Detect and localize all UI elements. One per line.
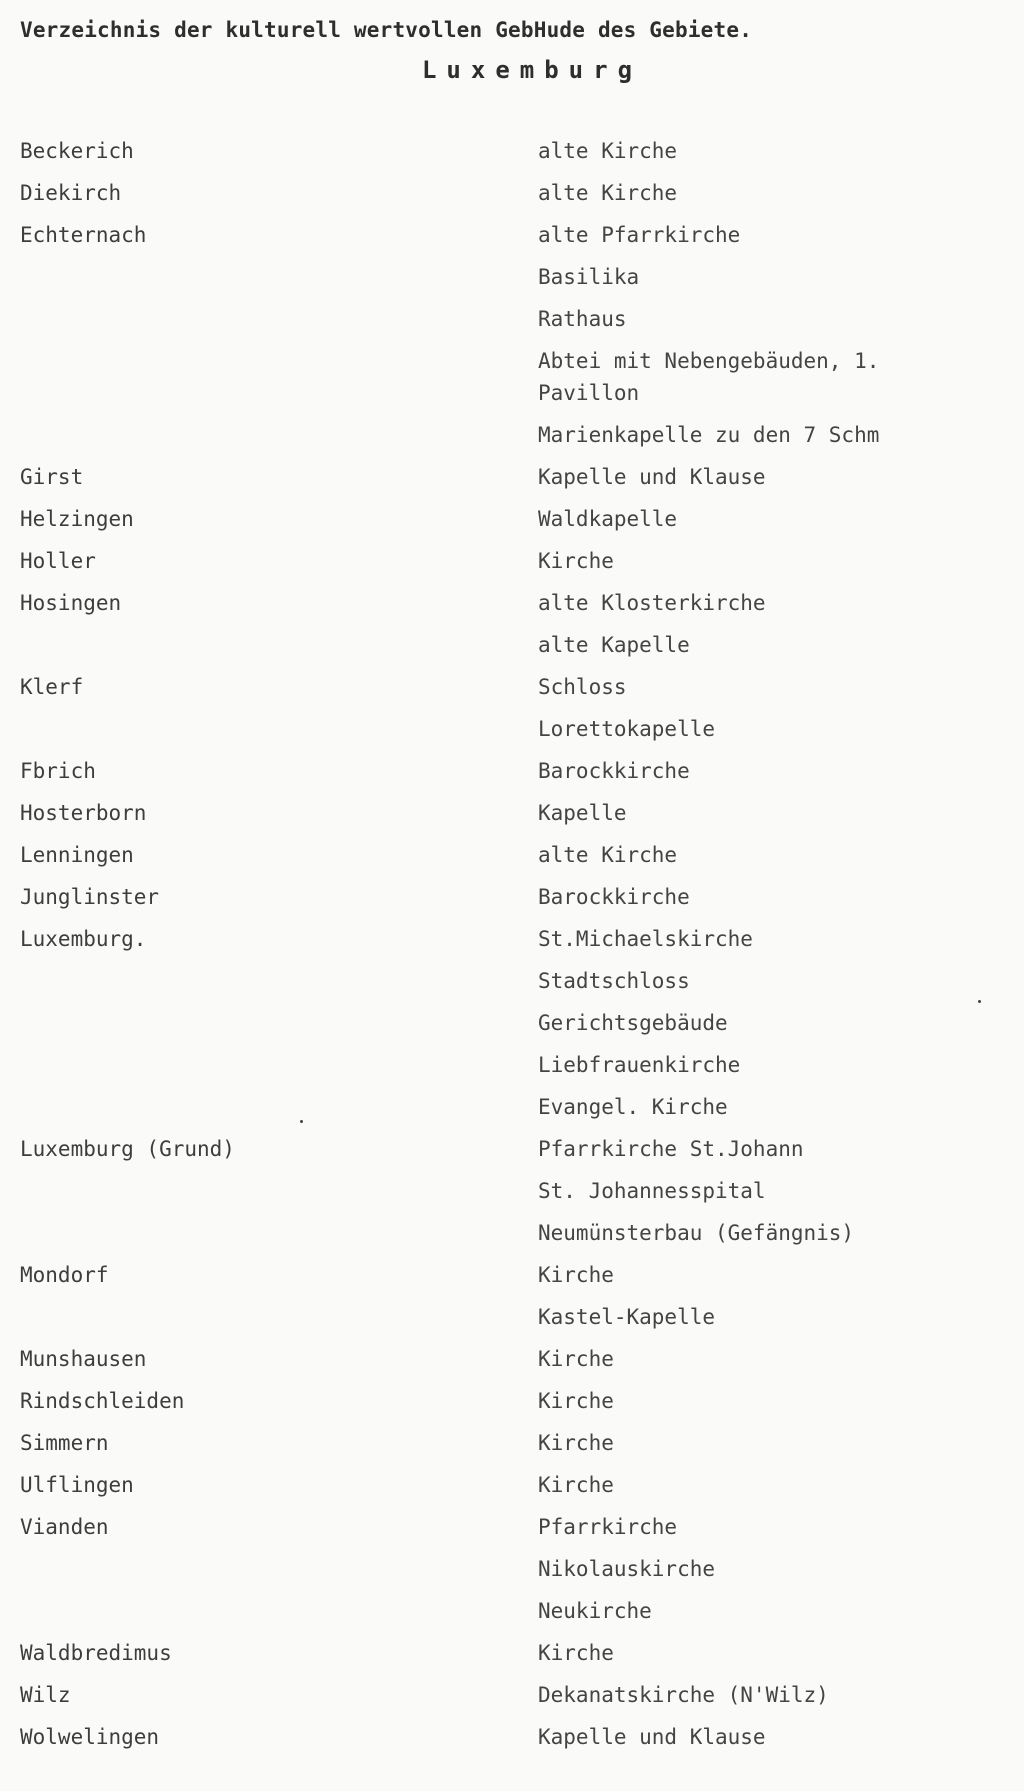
building-name: Rathaus: [538, 307, 627, 331]
building-name: alte Pfarrkirche: [538, 223, 741, 247]
list-item: [0, 1086, 1024, 1128]
place-name: Echternach: [20, 223, 147, 247]
list-item: [0, 256, 1024, 298]
place-name: Lenningen: [20, 843, 134, 867]
list-item: [0, 750, 1024, 792]
building-name: Schloss: [538, 675, 627, 699]
building-name: Dekanatskirche (N'Wilz): [538, 1683, 829, 1707]
building-name: Kirche: [538, 1473, 614, 1497]
building-name: St. Johannesspital: [538, 1179, 766, 1203]
building-name: Lorettokapelle: [538, 717, 716, 741]
list-item: [0, 834, 1024, 876]
building-name: Kirche: [538, 1347, 614, 1371]
place-name: Junglinster: [20, 885, 160, 909]
building-name: Kapelle und Klause: [538, 1725, 766, 1749]
building-name: Kirche: [538, 1641, 614, 1665]
building-name: Evangel. Kirche: [538, 1095, 728, 1119]
place-name: Holler: [20, 549, 96, 573]
list-item: [0, 456, 1024, 498]
building-name: Kapelle: [538, 801, 627, 825]
building-name: Kapelle und Klause: [538, 465, 766, 489]
list-item: [0, 1212, 1024, 1254]
building-name: alte Kapelle: [538, 633, 690, 657]
building-name: Stadtschloss: [538, 969, 690, 993]
list-item: [0, 1002, 1024, 1044]
list-item: [0, 1506, 1024, 1548]
list-item: [0, 214, 1024, 256]
place-name: Hosterborn: [20, 801, 147, 825]
list-item: [0, 792, 1024, 834]
place-name: Klerf: [20, 675, 84, 699]
list-item: [0, 1128, 1024, 1170]
list-item: [0, 298, 1024, 340]
list-item: [0, 1170, 1024, 1212]
list-item: [0, 1296, 1024, 1338]
list-item: [0, 1590, 1024, 1632]
building-name: Pavillon: [538, 381, 640, 405]
list-item: [0, 540, 1024, 582]
building-name: Kirche: [538, 549, 614, 573]
building-name: Liebfrauenkirche: [538, 1053, 741, 1077]
document-title: Verzeichnis der kulturell wertvollen GebHude des Gebiete.: [20, 18, 753, 42]
building-name: Kirche: [538, 1263, 614, 1287]
building-name: Pfarrkirche St.Johann: [538, 1137, 804, 1161]
building-name: Neukirche: [538, 1599, 652, 1623]
building-name: Waldkapelle: [538, 507, 678, 531]
list-item: [0, 1674, 1024, 1716]
list-item: [0, 130, 1024, 172]
place-name: Luxemburg (Grund): [20, 1137, 235, 1161]
list-item: [0, 1338, 1024, 1380]
building-name: Nikolauskirche: [538, 1557, 716, 1581]
list-item: [0, 666, 1024, 708]
list-item: [0, 498, 1024, 540]
place-name: Ulflingen: [20, 1473, 134, 1497]
ink-speck: [978, 1000, 981, 1003]
place-name: Wolwelingen: [20, 1725, 160, 1749]
list-item: [0, 1380, 1024, 1422]
place-name: Fbrich: [20, 759, 96, 783]
entries-list: [0, 130, 1024, 1758]
list-item: [0, 1422, 1024, 1464]
list-item: [0, 1632, 1024, 1674]
list-item: [0, 918, 1024, 960]
building-name: Neumünsterbau (Gefängnis): [538, 1221, 855, 1245]
building-name: Kastel-Kapelle: [538, 1305, 716, 1329]
place-name: Mondorf: [20, 1263, 109, 1287]
building-name: alte Klosterkirche: [538, 591, 766, 615]
list-item: [0, 1254, 1024, 1296]
list-item: [0, 1716, 1024, 1758]
list-item: [0, 960, 1024, 1002]
building-name: Pfarrkirche: [538, 1515, 678, 1539]
building-name: Kirche: [538, 1389, 614, 1413]
place-name: Girst: [20, 465, 84, 489]
building-name: Gerichtsgebäude: [538, 1011, 728, 1035]
building-name: St.Michaelskirche: [538, 927, 753, 951]
building-name: alte Kirche: [538, 181, 678, 205]
ink-speck: [300, 1120, 303, 1123]
list-item: [0, 414, 1024, 456]
building-name: alte Kirche: [538, 843, 678, 867]
place-name: Wilz: [20, 1683, 71, 1707]
building-name: Marienkapelle zu den 7 Schm: [538, 423, 880, 447]
place-name: Rindschleiden: [20, 1389, 185, 1413]
building-name: alte Kirche: [538, 139, 678, 163]
building-name: Kirche: [538, 1431, 614, 1455]
place-name: Luxemburg.: [20, 927, 147, 951]
building-name: Basilika: [538, 265, 640, 289]
place-name: Munshausen: [20, 1347, 147, 1371]
place-name: Beckerich: [20, 139, 134, 163]
list-item: [0, 876, 1024, 918]
building-name: Barockkirche: [538, 759, 690, 783]
list-item: [0, 1464, 1024, 1506]
document-subtitle: Luxemburg: [421, 56, 643, 84]
place-name: Waldbredimus: [20, 1641, 172, 1665]
list-item: [0, 582, 1024, 624]
building-name: Barockkirche: [538, 885, 690, 909]
list-item: [0, 1548, 1024, 1590]
list-item: [0, 624, 1024, 666]
place-name: Diekirch: [20, 181, 122, 205]
place-name: Vianden: [20, 1515, 109, 1539]
place-name: Helzingen: [20, 507, 134, 531]
place-name: Simmern: [20, 1431, 109, 1455]
list-item: [0, 1044, 1024, 1086]
list-item: [0, 172, 1024, 214]
list-item: [0, 372, 1024, 414]
list-item: [0, 708, 1024, 750]
building-name: Abtei mit Nebengebäuden, 1.: [538, 349, 880, 373]
list-item: [0, 340, 1024, 372]
place-name: Hosingen: [20, 591, 122, 615]
